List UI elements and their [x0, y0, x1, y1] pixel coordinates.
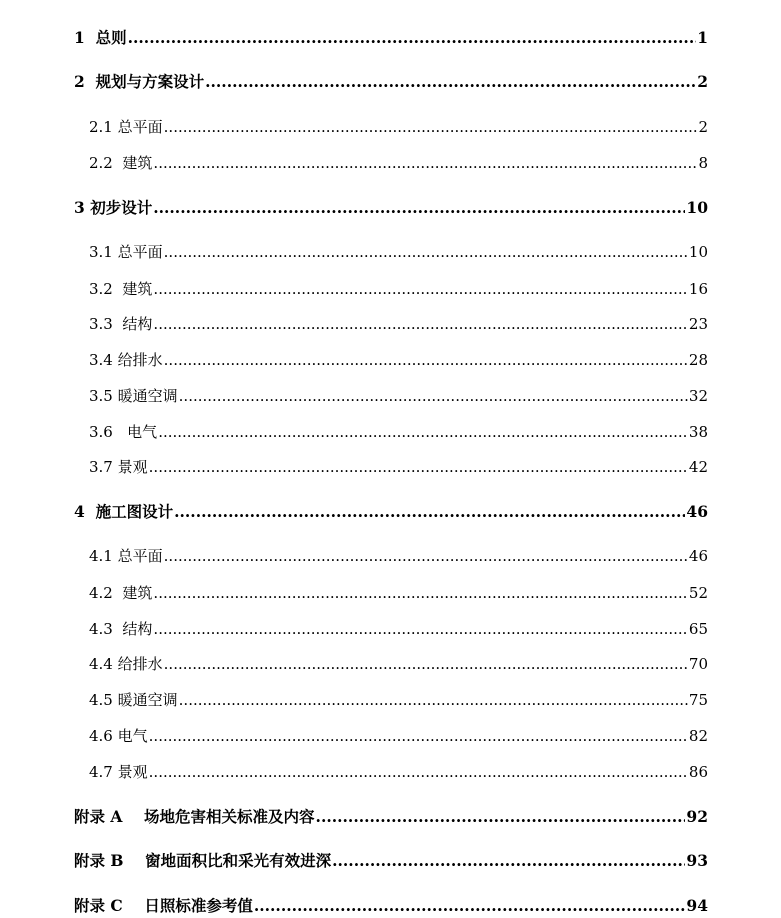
toc-page-number: 10 — [688, 243, 708, 261]
toc-entry-title: 日照标准参考值 — [144, 896, 253, 915]
toc-entry-spacer — [113, 617, 123, 641]
toc-entry-number: 附录 B — [74, 851, 124, 870]
toc-entry-spacer — [113, 151, 123, 175]
toc-entry-number: 2.1 — [89, 118, 113, 136]
toc-section-row[interactable] — [89, 688, 708, 712]
toc-page-number: 75 — [688, 691, 708, 709]
toc-chapter-row[interactable] — [74, 70, 708, 94]
toc-entry-spacer — [113, 420, 127, 444]
toc-entry-number: 附录 C — [74, 896, 123, 915]
toc-entry-spacer — [113, 312, 123, 336]
toc-page-number: 42 — [688, 458, 708, 476]
toc-section-row[interactable] — [89, 240, 708, 264]
toc-section-row[interactable] — [89, 760, 708, 784]
toc-page-number: 28 — [688, 351, 708, 369]
toc-entry-spacer — [122, 805, 144, 829]
toc-entry-number: 3.7 — [89, 458, 113, 476]
toc-dot-leader — [164, 115, 698, 139]
toc-entry-title: 景观 — [117, 458, 148, 476]
toc-dot-leader — [164, 544, 688, 568]
toc-page-number: 86 — [688, 763, 708, 781]
toc-page-number: 1 — [697, 28, 708, 47]
toc-entry-title: 给排水 — [117, 655, 163, 673]
toc-entry-number: 3.3 — [89, 315, 113, 333]
toc-entry-title: 景观 — [117, 763, 148, 781]
toc-entry-title: 暖通空调 — [117, 387, 178, 405]
toc-entry-title: 规划与方案设计 — [95, 72, 205, 91]
toc-page-number: 52 — [688, 584, 708, 602]
toc-dot-leader — [316, 805, 686, 829]
toc-section-row[interactable] — [89, 581, 708, 605]
toc-entry-number: 4.1 — [89, 547, 113, 565]
toc-entry-title: 总则 — [95, 28, 127, 47]
toc-section-row[interactable] — [89, 312, 708, 336]
toc-entry-number: 附录 A — [74, 807, 123, 826]
toc-entry-number: 4.5 — [89, 691, 113, 709]
toc-page-number: 10 — [686, 198, 708, 217]
toc-entry-spacer — [85, 70, 96, 94]
toc-entry-number: 4.6 — [89, 727, 113, 745]
toc-chapter-row[interactable] — [74, 894, 708, 918]
toc-dot-leader — [153, 312, 687, 336]
toc-entry-number: 4 — [74, 502, 85, 521]
toc-dot-leader — [153, 277, 687, 301]
toc-page-number: 38 — [688, 423, 708, 441]
toc-entry-title: 施工图设计 — [95, 502, 174, 521]
toc-page-number: 16 — [688, 280, 708, 298]
toc-entry-title: 电气 — [117, 727, 148, 745]
toc-dot-leader — [254, 894, 686, 918]
toc-entry-spacer — [85, 26, 96, 50]
toc-entry-title: 总平面 — [117, 118, 163, 136]
toc-entry-number: 3.6 — [89, 423, 113, 441]
toc-section-row[interactable] — [89, 544, 708, 568]
toc-dot-leader — [174, 500, 685, 524]
toc-dot-leader — [153, 151, 697, 175]
toc-entry-spacer — [113, 277, 123, 301]
toc-chapter-row[interactable] — [74, 805, 708, 829]
toc-section-row[interactable] — [89, 420, 708, 444]
toc-entry-number: 3.4 — [89, 351, 113, 369]
toc-section-row[interactable] — [89, 455, 708, 479]
toc-page-number: 46 — [686, 502, 708, 521]
toc-entry-title: 建筑 — [122, 280, 153, 298]
toc-dot-leader — [149, 724, 688, 748]
toc-entry-spacer — [123, 894, 145, 918]
toc-entry-number: 2.2 — [89, 154, 113, 172]
toc-dot-leader — [179, 384, 688, 408]
toc-chapter-row[interactable] — [74, 26, 708, 50]
toc-page-number: 2 — [697, 72, 708, 91]
toc-entry-spacer — [124, 849, 146, 873]
toc-dot-leader — [164, 240, 688, 264]
toc-entry-number: 2 — [74, 72, 85, 91]
toc-page-number: 2 — [698, 118, 708, 136]
toc-entry-title: 总平面 — [117, 547, 163, 565]
toc-entry-number: 3.2 — [89, 280, 113, 298]
toc-entry-spacer — [85, 500, 96, 524]
toc-dot-leader — [205, 70, 696, 94]
toc-page-number: 93 — [686, 851, 708, 870]
toc-entry-spacer — [113, 581, 123, 605]
toc-section-row[interactable] — [89, 151, 708, 175]
toc-chapter-row[interactable] — [74, 500, 708, 524]
toc-page-number: 23 — [688, 315, 708, 333]
toc-dot-leader — [179, 688, 688, 712]
toc-dot-leader — [158, 420, 688, 444]
toc-page-number: 65 — [688, 620, 708, 638]
toc-entry-title: 暖通空调 — [117, 691, 178, 709]
toc-entry-title: 建筑 — [122, 584, 153, 602]
toc-entry-number: 4.7 — [89, 763, 113, 781]
toc-entry-title: 场地危害相关标准及内容 — [144, 807, 315, 826]
toc-dot-leader — [153, 617, 687, 641]
toc-chapter-row[interactable] — [74, 196, 708, 220]
toc-entry-number: 4.4 — [89, 655, 113, 673]
toc-entry-title: 电气 — [127, 423, 158, 441]
toc-dot-leader — [128, 26, 697, 50]
toc-dot-leader — [164, 652, 688, 676]
toc-page-number: 94 — [686, 896, 708, 915]
toc-page-number: 32 — [688, 387, 708, 405]
toc-dot-leader — [153, 581, 687, 605]
toc-entry-title: 建筑 — [122, 154, 153, 172]
toc-section-row[interactable] — [89, 724, 708, 748]
toc-dot-leader — [153, 196, 685, 220]
toc-entry-number: 4.2 — [89, 584, 113, 602]
toc-entry-title: 结构 — [122, 620, 153, 638]
toc-dot-leader — [149, 455, 688, 479]
toc-entry-title: 给排水 — [117, 351, 163, 369]
toc-page-number: 82 — [688, 727, 708, 745]
toc-entry-title: 窗地面积比和采光有效进深 — [145, 851, 332, 870]
toc-page-number: 46 — [688, 547, 708, 565]
toc-entry-title: 结构 — [122, 315, 153, 333]
toc-section-row[interactable] — [89, 652, 708, 676]
toc-entry-number: 3.5 — [89, 387, 113, 405]
toc-entry-title: 总平面 — [117, 243, 163, 261]
toc-entry-number: 4.3 — [89, 620, 113, 638]
toc-page-number: 92 — [686, 807, 708, 826]
toc-entry-number: 1 — [74, 28, 85, 47]
toc-entry-number: 3 — [74, 198, 85, 217]
toc-section-row[interactable] — [89, 348, 708, 372]
toc-entry-number: 3.1 — [89, 243, 113, 261]
toc-page-number: 8 — [698, 154, 708, 172]
toc-dot-leader — [149, 760, 688, 784]
toc-entry-title: 初步设计 — [90, 198, 153, 217]
toc-dot-leader — [164, 348, 688, 372]
toc-section-row[interactable] — [89, 384, 708, 408]
toc-page-number: 70 — [688, 655, 708, 673]
toc-section-row[interactable] — [89, 617, 708, 641]
toc-dot-leader — [332, 849, 685, 873]
toc-section-row[interactable] — [89, 277, 708, 301]
toc-chapter-row[interactable] — [74, 849, 708, 873]
toc-section-row[interactable] — [89, 115, 708, 139]
